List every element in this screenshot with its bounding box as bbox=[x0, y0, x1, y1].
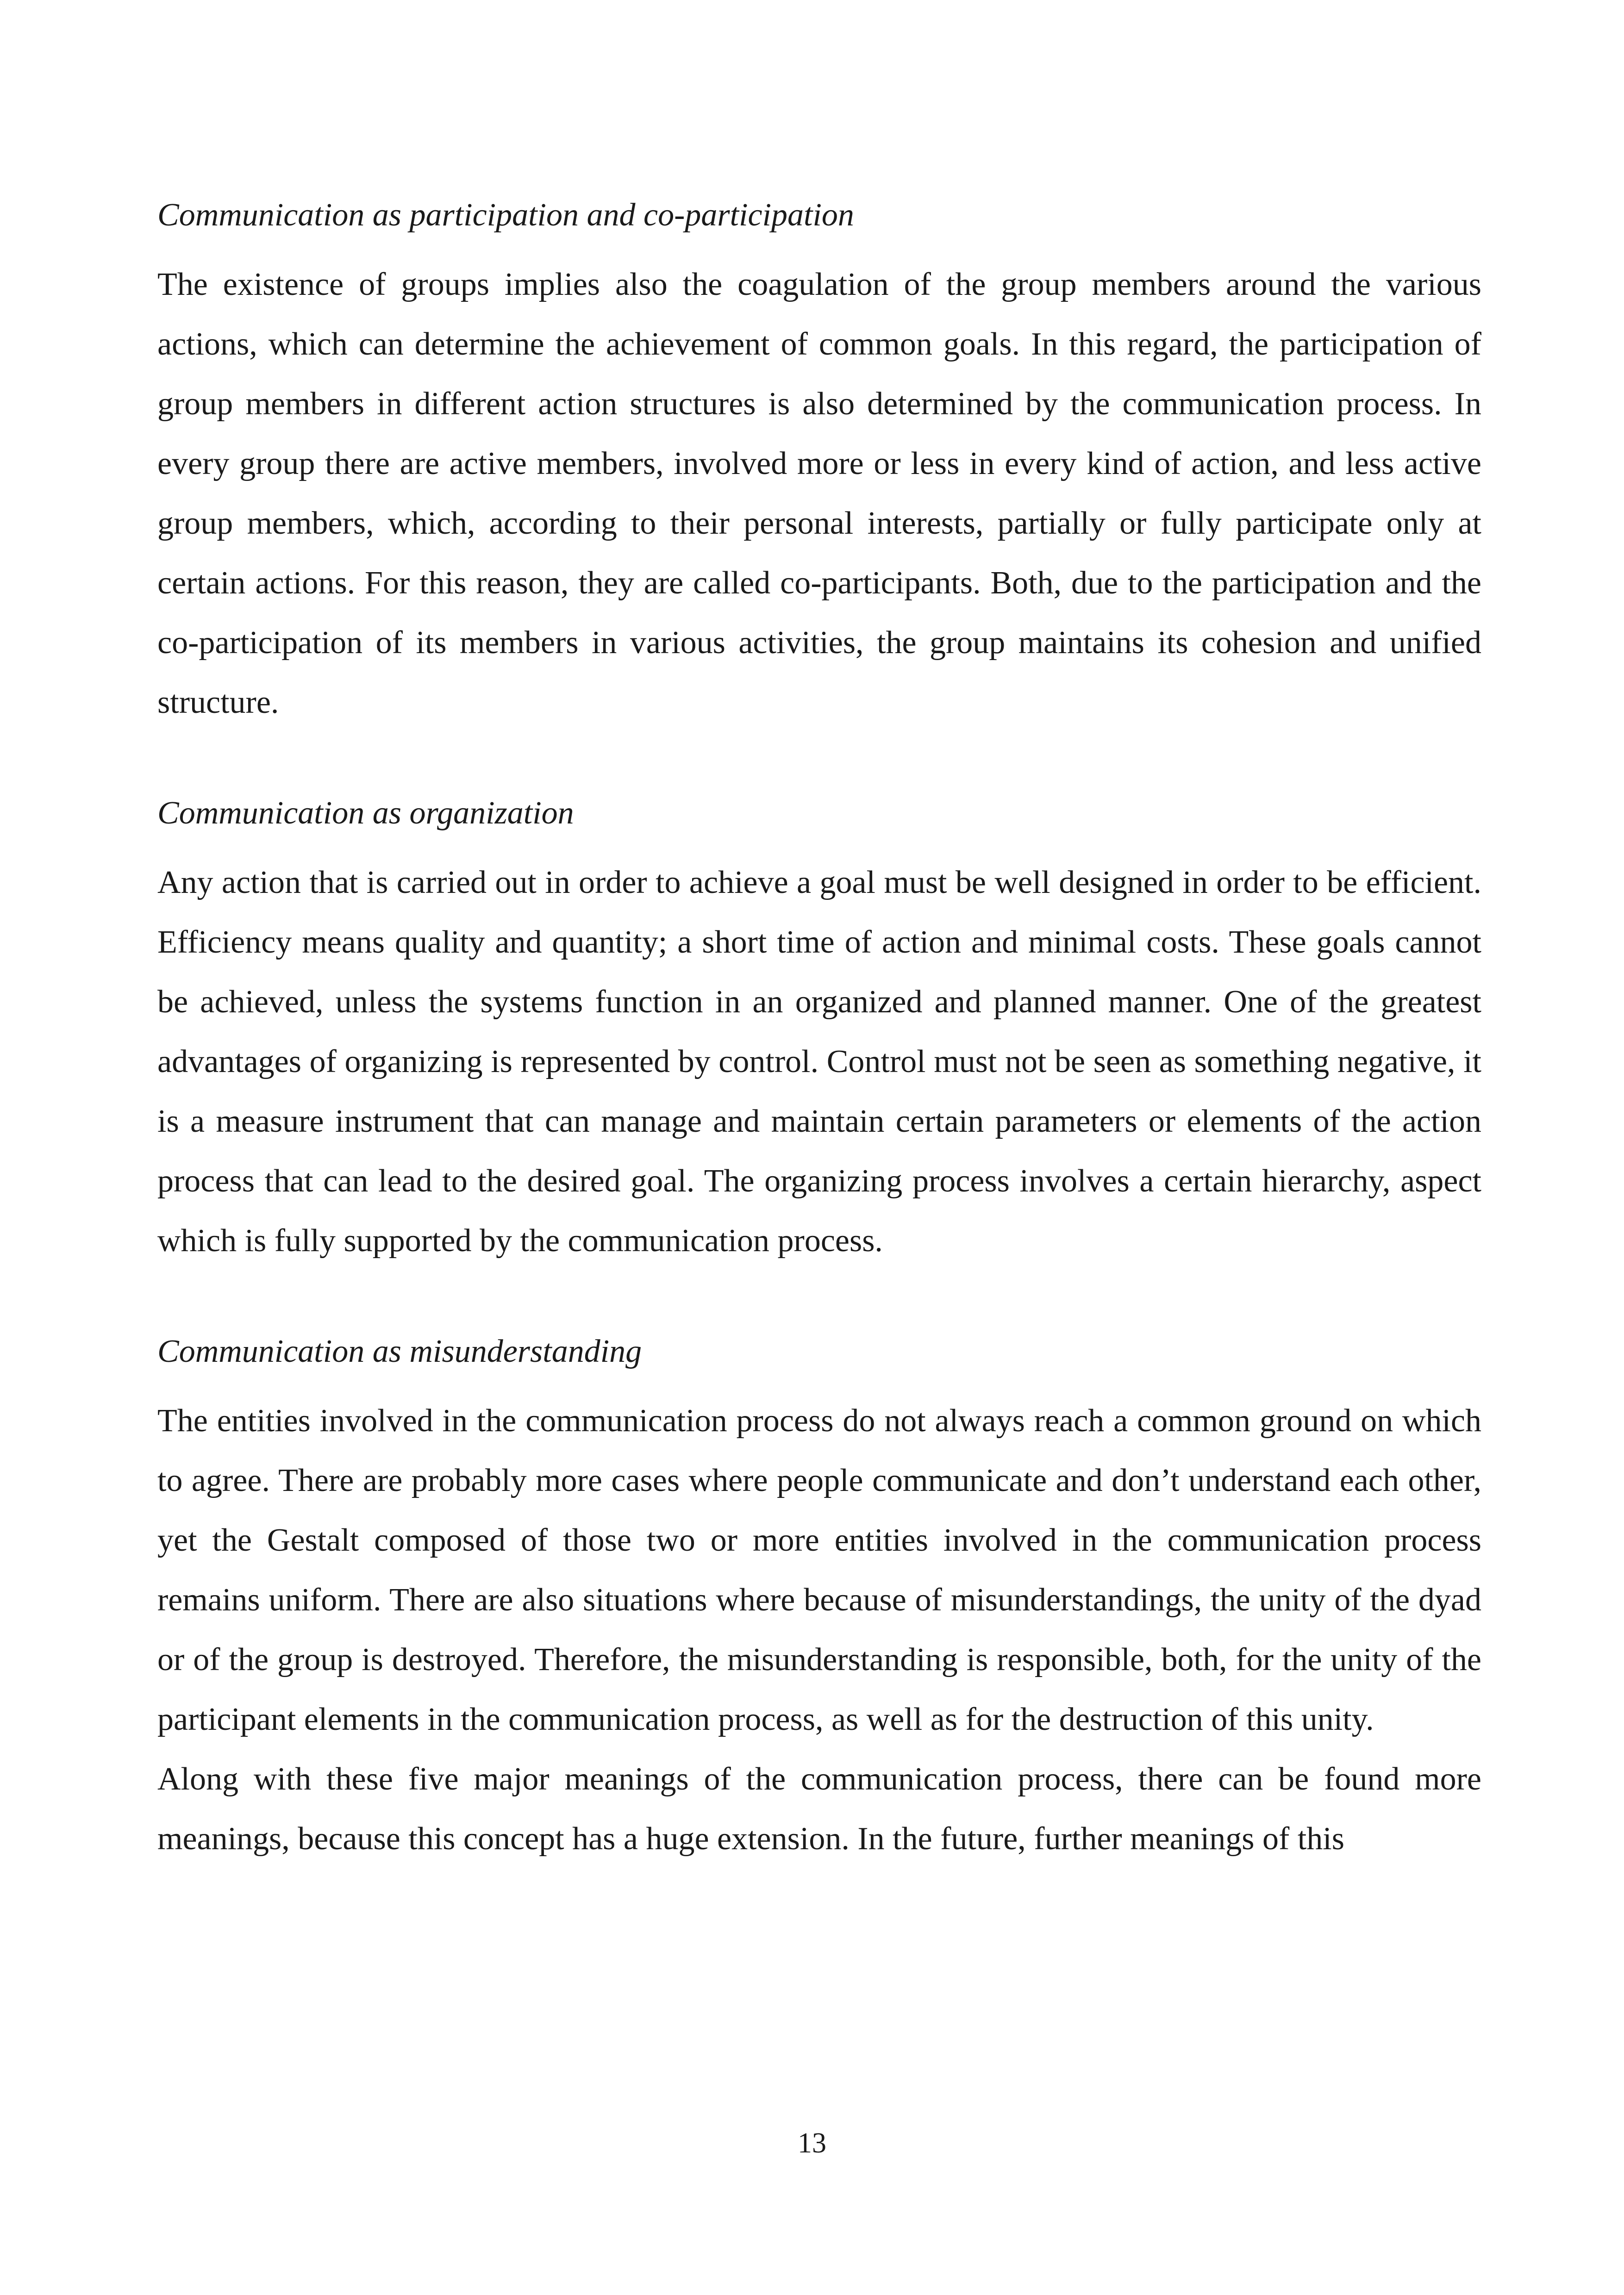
page-number: 13 bbox=[798, 2127, 826, 2159]
paragraph: Along with these five major meanings of the communication process, there can be found more meanings, because this concept has a huge extension. In the future, further meanings of this bbox=[157, 1761, 1481, 1857]
document-page bbox=[157, 194, 1481, 1869]
section-heading: Communication as misunderstanding bbox=[157, 1334, 642, 1369]
paragraph: The entities involved in the communication process do not always reach a common ground on which to agree. There are probably more cases where people communicate and don’t understand each other, yet the Gestalt composed of those two or more entities involved in the communication process remains uniform. There are also situations where because of misunderstandings, the unity of the dyad or of the group is destroyed. Therefore, the misunderstanding is responsible, both, for the unity of the participant elements in the communication process, as well as for the destruction of this unity. bbox=[157, 1403, 1481, 1737]
section-participation bbox=[157, 194, 1481, 732]
section-organization bbox=[157, 792, 1481, 1271]
paragraph: Any action that is carried out in order to achieve a goal must be well designed in order to be efficient. Efficiency means quality and quantity; a short time of action and minimal costs. These goals cannot be achieved, unless the systems function in an organized and planned manner. One of the greatest advantages of organizing is represented by control. Control must not be seen as something negative, it is a measure instrument that can manage and maintain certain parameters or elements of the action process that can lead to the desired goal. The organizing process involves a certain hierarchy, aspect which is fully supported by the communication process. bbox=[157, 865, 1481, 1259]
section-heading: Communication as participation and co-participation bbox=[157, 197, 854, 233]
paragraph: The existence of groups implies also the coagulation of the group members around the various actions, which can determine the achievement of common goals. In this regard, the participation of group members in different action structures is also determined by the communication process. In every group there are active members, involved more or less in every kind of action, and less active group members, which, according to their personal interests, partially or fully participate only at certain actions. For this reason, they are called co-participants. Both, due to the participation and the co-participation of its members in various activities, the group maintains its cohesion and unified structure. bbox=[157, 267, 1481, 720]
section-misunderstanding bbox=[157, 1331, 1481, 1869]
section-heading: Communication as organization bbox=[157, 795, 574, 831]
